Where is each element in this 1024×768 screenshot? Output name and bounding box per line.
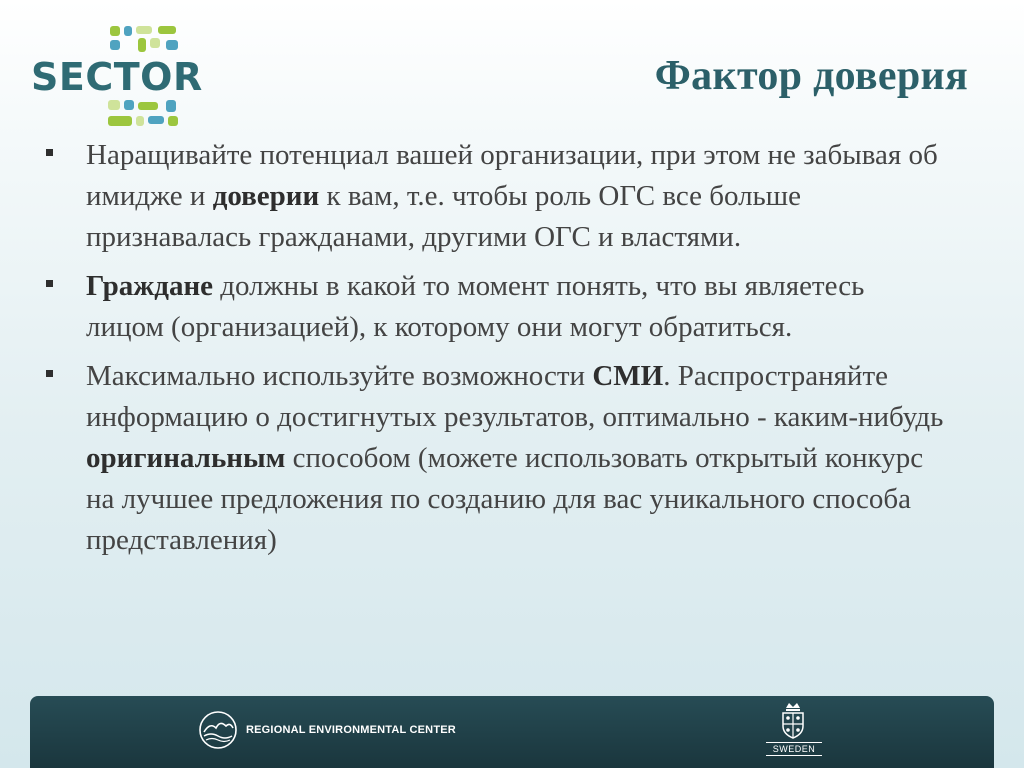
logo-tile — [166, 40, 178, 50]
bullet-segment: способом (можете использовать открытый конкурс на лучшее предложения по созданию для вас уникального способа представления) — [86, 442, 924, 556]
bullet-marker-icon — [46, 370, 53, 377]
bullet-segment: . Распространяйте информацию о достигнутых результатов, оптимально - каким-нибудь — [86, 360, 944, 433]
logo-tile — [138, 102, 158, 110]
logo-wordmark: SECTOR — [31, 55, 203, 99]
bullet-segment: Наращивайте потенциал вашей организации, при этом не забывая об имидже и — [86, 139, 938, 212]
logo-tile — [124, 100, 134, 110]
logo-tile — [124, 26, 132, 36]
bullet-segment: Максимально используйте возможности — [86, 360, 593, 392]
logo-tile — [138, 38, 146, 52]
logo-tile — [166, 100, 176, 112]
sweden-crown-crest-icon — [778, 700, 808, 740]
bullet-emphasis: оригинальным — [86, 442, 286, 474]
bullet-segment: к вам, т.е. чтобы роль ОГС все больше признавалась гражданами, другими ОГС и властями. — [86, 180, 801, 253]
logo-tile — [110, 26, 120, 36]
logo-tile — [108, 100, 120, 110]
bullet-marker-icon — [46, 149, 53, 156]
bullet-segment: должны в какой то момент понять, что вы являетесь лицом (организацией), к которому они могут обратиться. — [86, 270, 865, 343]
regional-environmental-center-label: REGIONAL ENVIRONMENTAL CENTER — [246, 724, 456, 736]
bullet-text — [86, 266, 946, 348]
bullet-emphasis: СМИ — [592, 360, 664, 392]
sweden-label: SWEDEN — [766, 742, 822, 756]
logo-tile — [168, 116, 178, 126]
bullet-emphasis: Граждане — [86, 270, 214, 302]
bullet-item — [46, 356, 946, 561]
bullet-text — [86, 356, 946, 561]
logo-tile — [108, 116, 132, 126]
logo-tile — [110, 40, 120, 50]
bullet-list — [46, 135, 946, 569]
bullet-item — [46, 135, 946, 258]
sector-logo — [28, 24, 208, 134]
bullet-marker-icon — [46, 280, 53, 287]
logo-tile — [148, 116, 164, 124]
bullet-item — [46, 266, 946, 348]
bullet-text — [86, 135, 946, 258]
logo-tile — [136, 26, 152, 34]
logo-tile — [150, 38, 160, 48]
footer-bar — [30, 696, 994, 768]
slide-title: Фактор доверия — [654, 53, 968, 99]
logo-tile — [136, 116, 144, 126]
bullet-emphasis: доверии — [212, 180, 320, 212]
logo-tile — [158, 26, 176, 34]
regional-environmental-center-logo-icon — [198, 710, 238, 750]
